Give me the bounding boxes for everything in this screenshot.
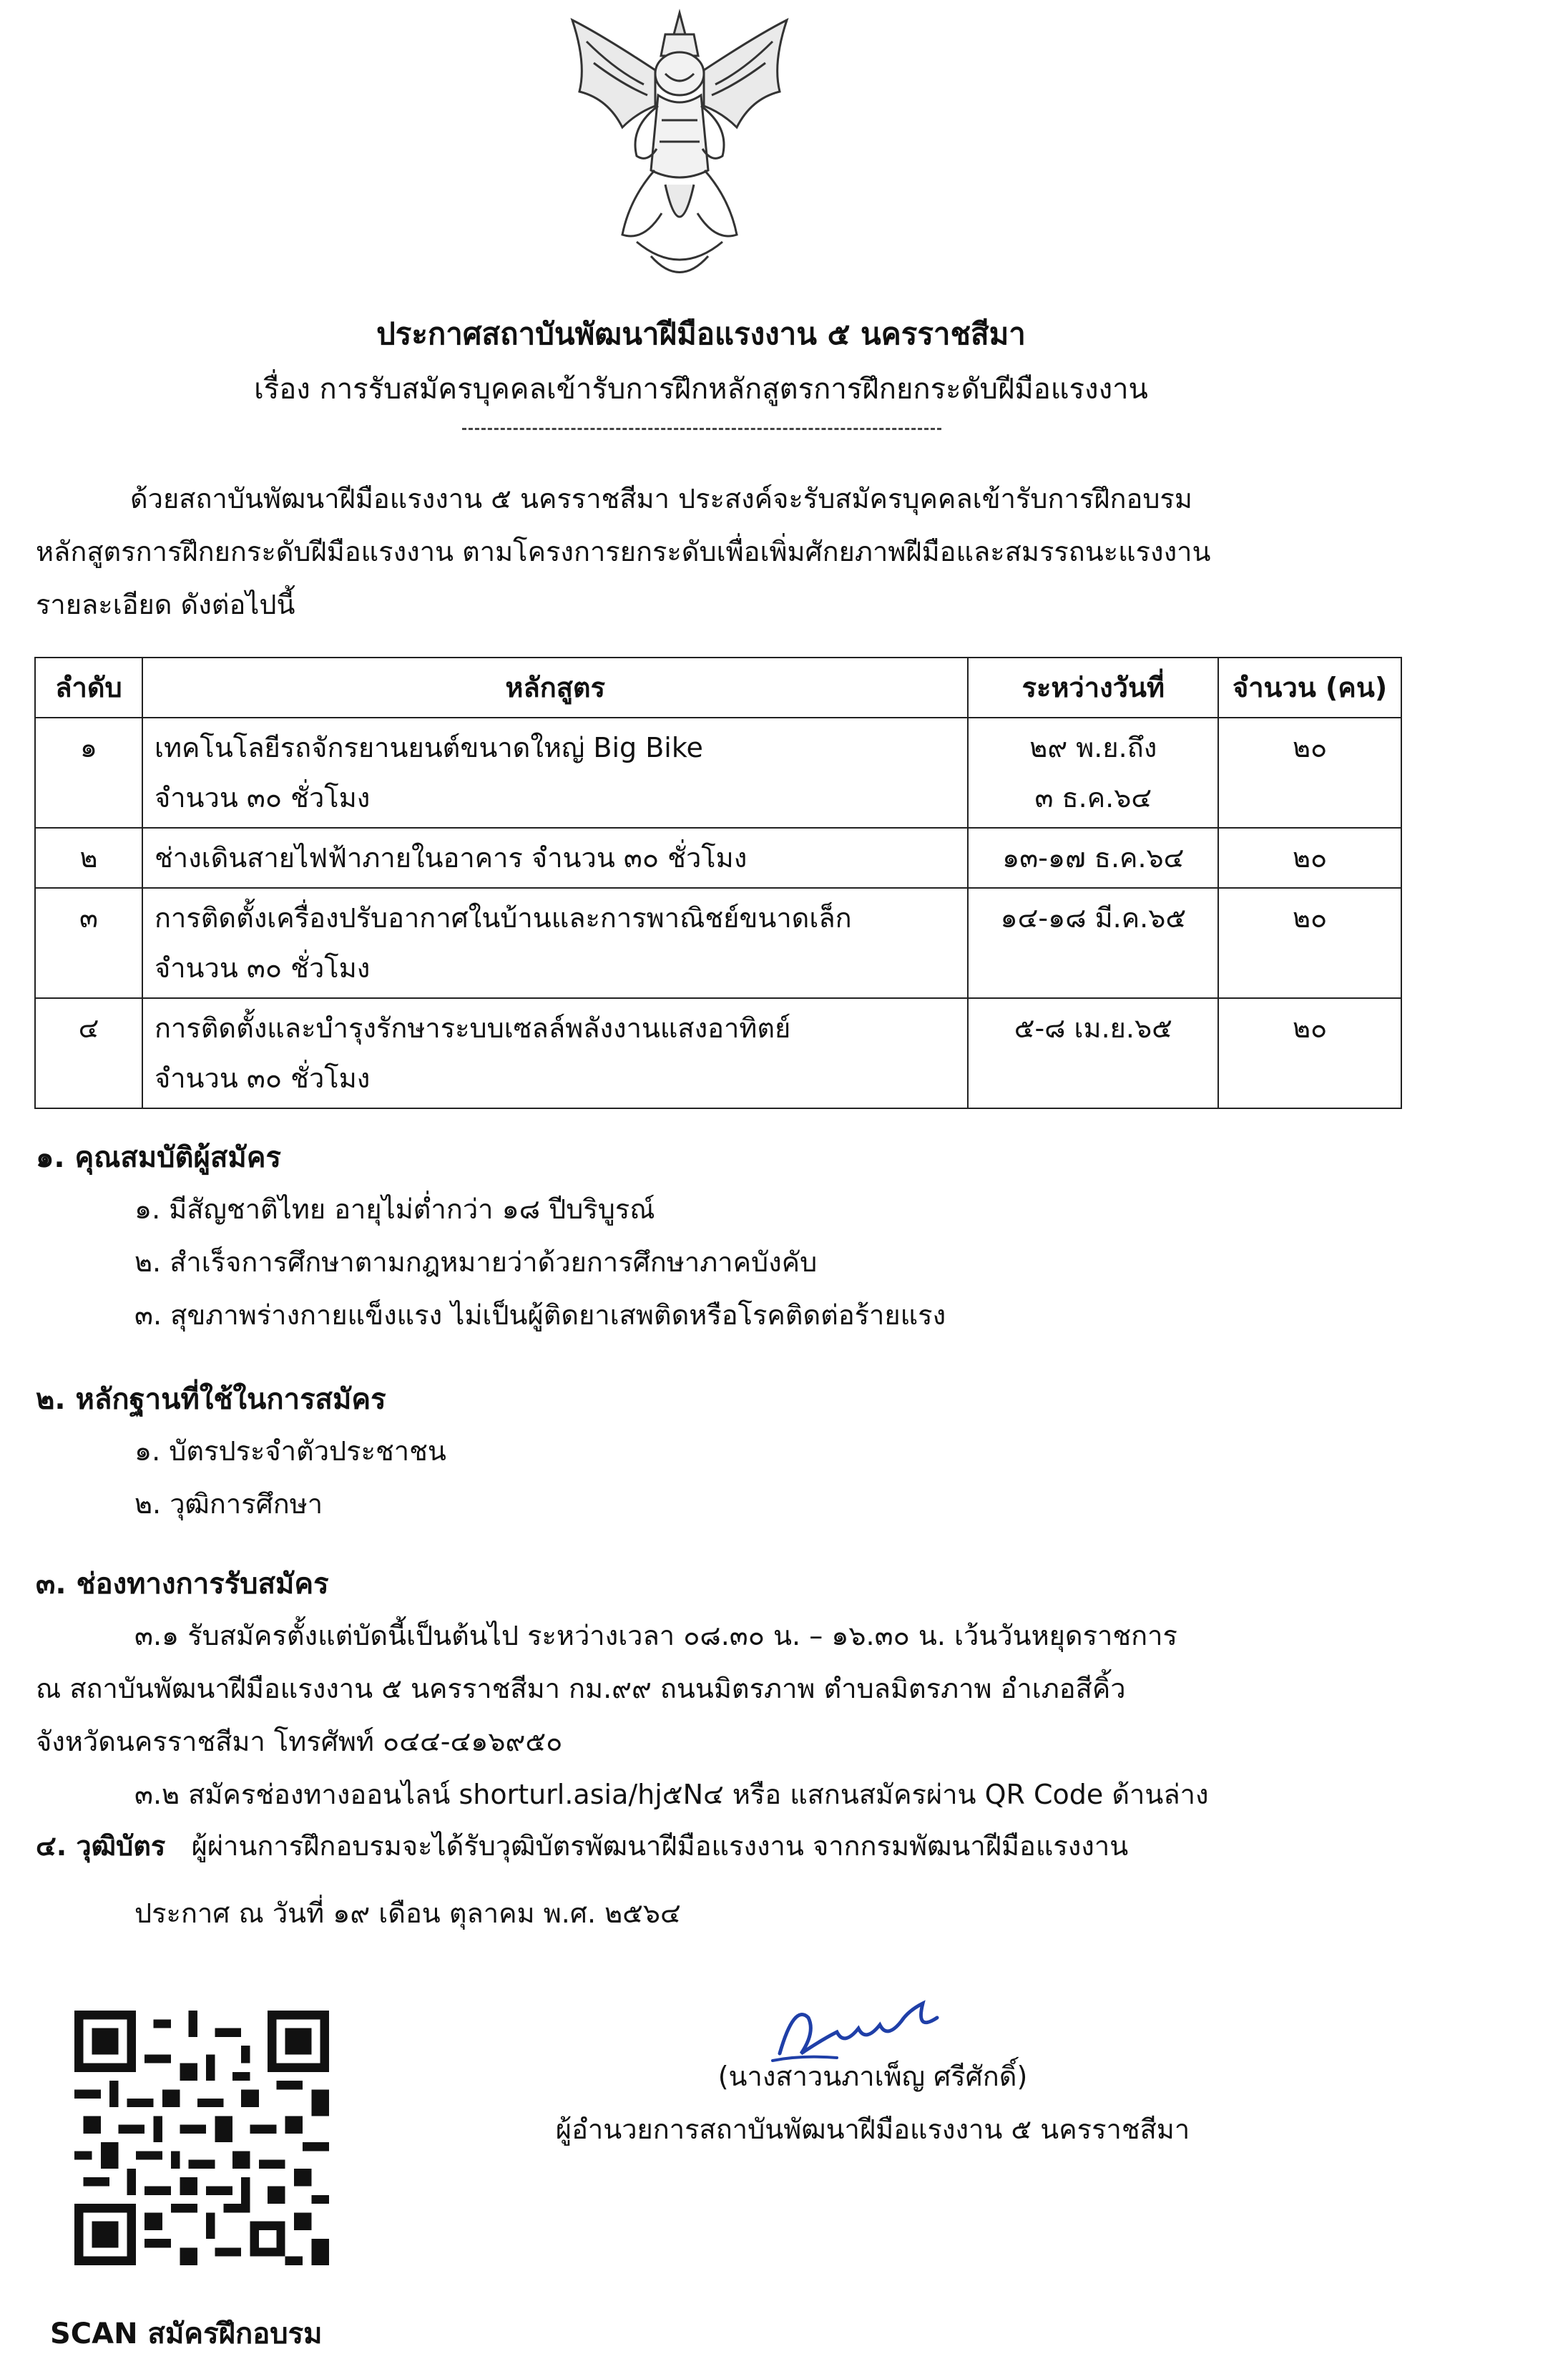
intro-line-3: รายละเอียด ดังต่อไปนี้ — [36, 589, 295, 620]
table-header-row — [35, 658, 1401, 718]
header-no: ลำดับ — [35, 658, 142, 718]
announcement-subject: เรื่อง การรับสมัครบุคคลเข้ารับการฝึกหลักสูตรการฝึกยกระดับฝีมือแรงงาน — [254, 373, 1148, 406]
row-course — [142, 998, 969, 1108]
signatory-position: ผู้อำนวยการสถาบันพัฒนาฝีมือแรงงาน ๕ นครราชสีมา — [555, 2114, 1190, 2145]
row-count: ๒๐ — [1218, 998, 1401, 1108]
table-row — [35, 998, 1401, 1108]
header-course: หลักสูตร — [142, 658, 969, 718]
section4-text: ผู้ผ่านการฝึกอบรมจะได้รับวุฒิบัตรพัฒนาฝีมือแรงงาน จากกรมพัฒนาฝีมือแรงงาน — [191, 1830, 1129, 1862]
intro-line-1: ด้วยสถาบันพัฒนาฝีมือแรงงาน ๕ นครราชสีมา ประสงค์จะรับสมัครบุคคลเข้ารับการฝึกอบรม — [130, 483, 1192, 514]
section2-item: ๒. วุฒิการศึกษา — [134, 1488, 323, 1520]
section3-p1-line2: ณ สถาบันพัฒนาฝีมือแรงงาน ๕ นครราชสีมา กม.๙๙ ถนนมิตรภาพ ตำบลมิตรภาพ อำเภอสีคิ้ว — [36, 1673, 1126, 1704]
date-line-1: ๑๔-๑๘ มี.ค.๖๕ — [1000, 902, 1187, 934]
course-line-2: จำนวน ๓๐ ชั่วโมง — [154, 952, 371, 984]
row-course — [142, 888, 969, 998]
course-table — [34, 657, 1402, 1109]
section1-title: ๑. คุณสมบัติผู้สมัคร — [36, 1141, 281, 1174]
course-line-2: จำนวน ๓๐ ชั่วโมง — [154, 782, 371, 814]
row-date — [968, 888, 1218, 998]
row-count: ๒๐ — [1218, 828, 1401, 888]
section4 — [36, 1829, 1128, 1864]
row-date — [968, 718, 1218, 828]
date-line-1: ๒๙ พ.ย.ถึง — [1029, 732, 1157, 763]
signatory-name: (นางสาวนภาเพ็ญ ศรีศักดิ์) — [717, 2061, 1028, 2092]
section4-label: ๔. วุฒิบัตร — [36, 1830, 166, 1862]
section1-item: ๑. มีสัญชาติไทย อายุไม่ต่ำกว่า ๑๘ ปีบริบูรณ์ — [134, 1193, 655, 1225]
row-course — [142, 828, 969, 888]
row-no: ๒ — [35, 828, 142, 888]
section3-p2: ๓.๒ สมัครช่องทางออนไลน์ shorturl.asia/hj๕N๔ หรือ แสกนสมัครผ่าน QR Code ด้านล่าง — [134, 1779, 1209, 1810]
header-date: ระหว่างวันที่ — [968, 658, 1218, 718]
course-line-1: ช่างเดินสายไฟฟ้าภายในอาคาร จำนวน ๓๐ ชั่วโมง — [154, 842, 748, 874]
title-divider — [462, 428, 941, 430]
row-date — [968, 828, 1218, 888]
header-count: จำนวน (คน) — [1218, 658, 1401, 718]
intro-line-2: หลักสูตรการฝึกยกระดับฝีมือแรงงาน ตามโครงการยกระดับเพื่อเพิ่มศักยภาพฝีมือและสมรรถนะแรงงาน — [36, 536, 1211, 567]
table-row — [35, 888, 1401, 998]
row-no: ๑ — [35, 718, 142, 828]
date-line-1: ๕-๘ เม.ย.๖๕ — [1014, 1012, 1172, 1044]
section2-item: ๑. บัตรประจำตัวประชาชน — [134, 1435, 446, 1467]
table-row — [35, 828, 1401, 888]
row-count: ๒๐ — [1218, 718, 1401, 828]
date-line-2: ๓ ธ.ค.๖๔ — [1034, 782, 1152, 814]
announcement-title: ประกาศสถาบันพัฒนาฝีมือแรงงาน ๕ นครราชสีมา — [376, 316, 1026, 351]
intro-paragraph — [36, 472, 1373, 631]
row-no: ๓ — [35, 888, 142, 998]
row-course — [142, 718, 969, 828]
qr-code-icon[interactable] — [74, 2011, 329, 2265]
section1-item: ๓. สุขภาพร่างกายแข็งแรง ไม่เป็นผู้ติดยาเสพติดหรือโรคติดต่อร้ายแรง — [134, 1299, 946, 1331]
announce-date: ประกาศ ณ วันที่ ๑๙ เดือน ตุลาคม พ.ศ. ๒๕๖๔ — [134, 1897, 681, 1929]
table-row — [35, 718, 1401, 828]
course-line-1: เทคโนโลยีรถจักรยานยนต์ขนาดใหญ่ Big Bike — [154, 732, 703, 763]
section2-title: ๒. หลักฐานที่ใช้ในการสมัคร — [36, 1383, 386, 1416]
garuda-emblem-icon — [558, 6, 801, 292]
date-line-1: ๑๓-๑๗ ธ.ค.๖๔ — [1002, 842, 1185, 874]
course-line-1: การติดตั้งเครื่องปรับอากาศในบ้านและการพาณิชย์ขนาดเล็ก — [154, 902, 852, 934]
section3-p1-line1: ๓.๑ รับสมัครตั้งแต่บัดนี้เป็นต้นไป ระหว่างเวลา ๐๘.๓๐ น. – ๑๖.๓๐ น. เว้นวันหยุดราชการ — [134, 1620, 1177, 1651]
section3-p1-line3: จังหวัดนครราชสีมา โทรศัพท์ ๐๔๔-๔๑๖๙๕๐ — [36, 1726, 563, 1757]
row-date — [968, 998, 1218, 1108]
row-count: ๒๐ — [1218, 888, 1401, 998]
section3-title: ๓. ช่องทางการรับสมัคร — [36, 1568, 329, 1601]
qr-caption: SCAN สมัครฝึกอบรม — [50, 2317, 323, 2350]
course-line-2: จำนวน ๓๐ ชั่วโมง — [154, 1063, 371, 1094]
course-line-1: การติดตั้งและบำรุงรักษาระบบเซลล์พลังงานแสงอาทิตย์ — [154, 1012, 791, 1044]
row-no: ๔ — [35, 998, 142, 1108]
section1-item: ๒. สำเร็จการศึกษาตามกฎหมายว่าด้วยการศึกษาภาคบังคับ — [134, 1246, 818, 1278]
